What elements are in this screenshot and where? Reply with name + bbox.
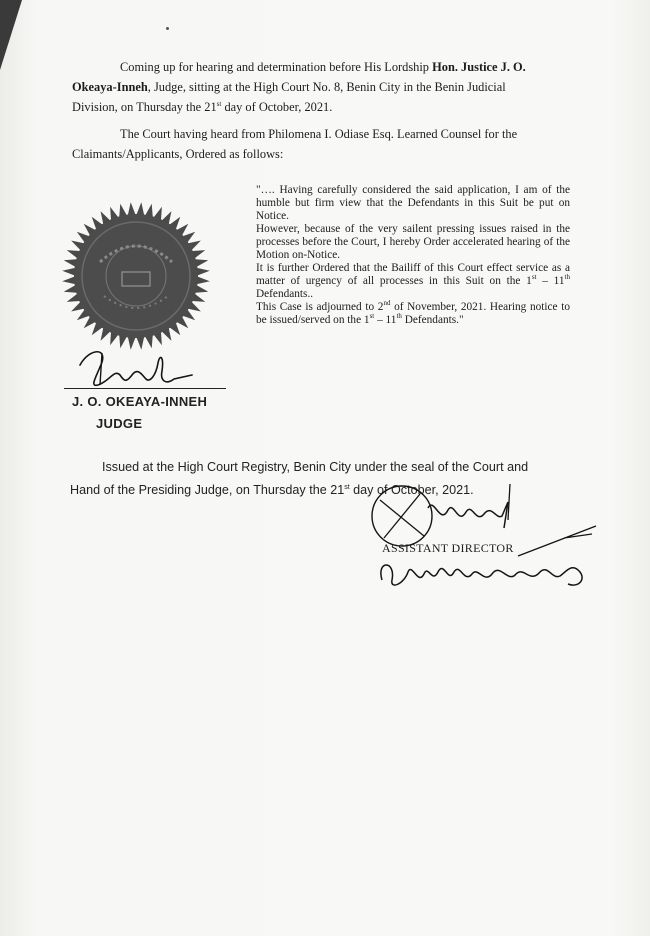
- ordinal: st: [531, 273, 537, 282]
- paragraph-counsel-line2: [72, 144, 572, 164]
- assistant-director-label: ASSISTANT DIRECTOR: [382, 541, 514, 555]
- text: Defendants..: [256, 288, 314, 300]
- speck: [166, 27, 169, 30]
- page-corner-shadow: [0, 0, 22, 70]
- paragraph-hearing-line1: [120, 57, 570, 77]
- text: day of October, 2021.: [349, 483, 474, 497]
- court-order-quote: [256, 184, 570, 327]
- judge-title: JUDGE: [96, 416, 143, 431]
- judge-name: J. O. OKEAYA-INNEH: [72, 394, 208, 409]
- paragraph-hearing-line2: [72, 77, 572, 97]
- paragraph-counsel-line1: [120, 124, 580, 144]
- judge-surname: Okeaya-Inneh: [72, 80, 148, 94]
- ordinal: nd: [383, 299, 391, 308]
- text: Claimants/Applicants, Ordered as follows:: [72, 147, 284, 161]
- text: The Court having heard from Philomena I. Odiase Esq. Learned Counsel for the: [120, 127, 518, 141]
- text: day of October, 2021.: [221, 100, 333, 114]
- text: Issued at the High Court Registry, Benin City under the seal of the Court and: [102, 460, 529, 474]
- text: – 11: [536, 275, 565, 287]
- text: Coming up for hearing and determination before His Lordship: [120, 60, 430, 74]
- text: It is further Ordered that the Bailiff of this Court effect service as a matter of urgency of all processes in this Suit on the 1: [256, 262, 570, 287]
- text: – 11: [374, 314, 397, 326]
- text: , Judge, sitting at the High Court No. 8, Benin City in the Benin Judicial: [147, 80, 506, 94]
- quote-paragraph-3: [256, 262, 570, 301]
- quote-paragraph-1: "…. Having carefully considered the said application, I am of the humble but firm view that the Defendants in this Suit be put on Notice.: [256, 184, 570, 222]
- justice-name: Hon. Justice J. O.: [432, 60, 526, 74]
- text: This Case is adjourned to 2: [256, 301, 384, 313]
- director-signature-icon: [368, 480, 608, 600]
- text: of November, 2021. Hearing notice to be issued/served on the 1: [256, 301, 570, 326]
- ordinal: st: [369, 312, 375, 321]
- ordinal: st: [216, 99, 222, 108]
- text: Division, on Thursday the 21: [72, 100, 217, 114]
- text: Hand of the Presiding Judge, on Thursday the 21: [70, 483, 345, 497]
- paragraph-hearing-line3: [72, 97, 572, 117]
- court-seal-icon: [60, 200, 212, 352]
- quote-paragraph-4: [256, 301, 570, 327]
- issued-line1: [102, 460, 528, 474]
- quote-paragraph-2: However, because of the very sailent pressing issues raised in the processes before the Court, I hereby Order accelerated hearing of the Motion on-Notice.: [256, 223, 570, 261]
- text: Defendants.": [401, 314, 464, 326]
- ordinal: st: [344, 483, 350, 491]
- ordinal: th: [564, 273, 570, 282]
- signature-line: [64, 388, 226, 389]
- ordinal: th: [396, 312, 402, 321]
